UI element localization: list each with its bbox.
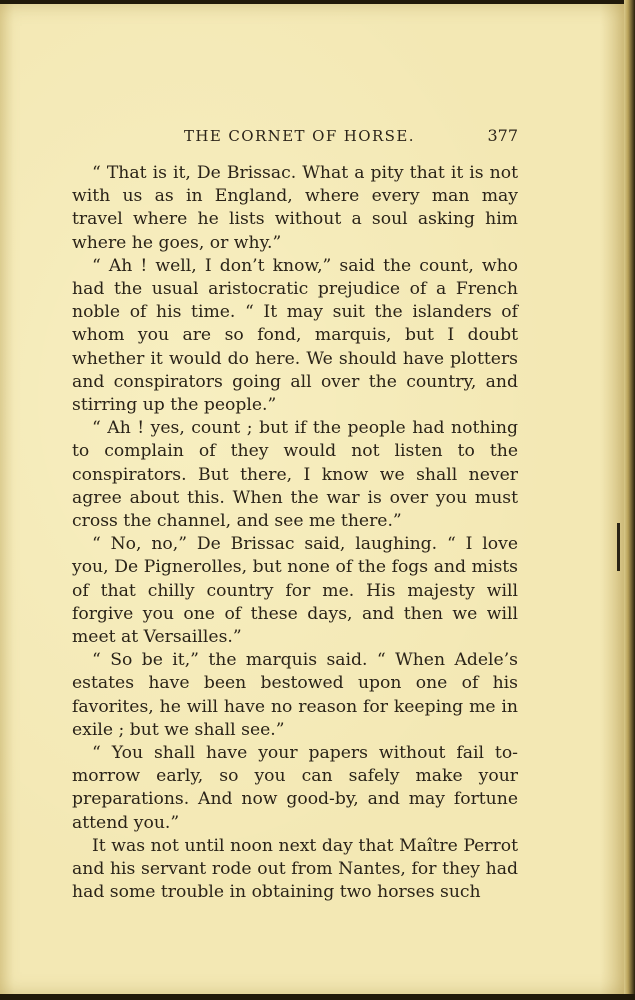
paragraph: “ Ah ! yes, count ; but if the people had nothing to complain of they would not listen to the conspirators. But there, I know we shall never agree about this. When the war is over you must cross the channel, and see me there.” <box>72 418 518 532</box>
page-bottom-edge <box>0 994 635 1000</box>
page-number: 377 <box>487 126 518 145</box>
paragraph: “ No, no,” De Brissac said, laughing. “ I love you, De Pignerolles, but none of the fogs and mists of that chilly country for me. His majesty will forgive you one of these days, and then we will meet at Versailles.” <box>72 534 518 648</box>
body-text <box>72 162 518 905</box>
paragraph: It was not until noon next day that Maître Perrot and his servant rode out from Nantes, for they had had some trouble in obtaining two horses such <box>72 835 518 903</box>
page-header <box>72 124 518 148</box>
paragraph: “ You shall have your papers without fail to-morrow early, so you can safely make your preparations. And now good-by, and may fortune attend you.” <box>72 743 518 833</box>
paragraph: “ Ah ! well, I don’t know,” said the count, who had the usual aristocratic prejudice of a French noble of his time. “ It may suit the islanders of whom you are so fond, marquis, but I doubt whether it would do here. We should have plotters and conspirators going all over the country, and stirring up the people.” <box>72 255 518 416</box>
book-page <box>0 4 624 994</box>
paragraph: “ So be it,” the marquis said. “ When Adele’s estates have been bestowed upon one of his favorites, he will have no reason for keeping me in exile ; but we shall see.” <box>72 650 518 740</box>
margin-mark <box>617 523 620 571</box>
page-right-edge <box>624 0 635 1000</box>
running-title: THE CORNET OF HORSE. <box>184 127 415 145</box>
paragraph: “ That is it, De Brissac. What a pity that it is not with us as in England, where every man may travel where he lists without a soul asking him where he goes, or why.” <box>72 163 518 253</box>
